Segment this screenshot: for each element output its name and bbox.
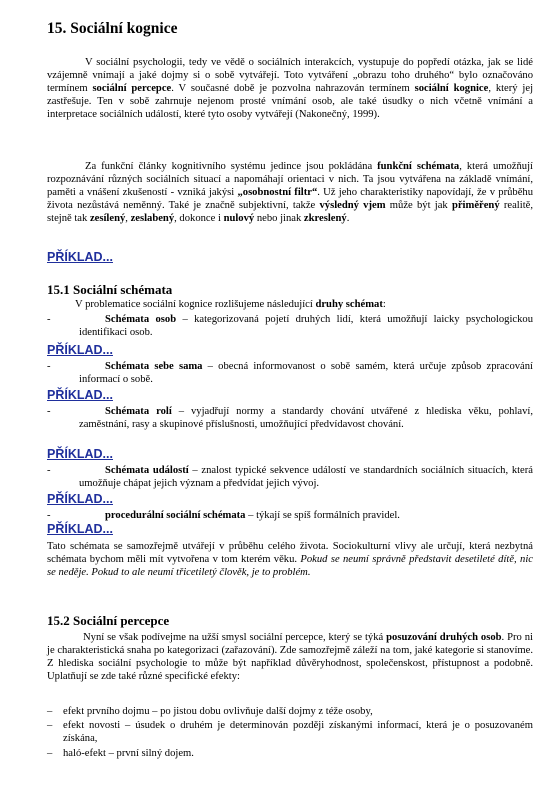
list-dash: - <box>47 465 51 476</box>
list-dash: - <box>47 406 51 417</box>
list-dash: – <box>47 720 53 731</box>
section-heading-percepce: 15.2 Sociální percepce <box>47 613 170 628</box>
effect-item-first-impression: – efekt prvního dojmu – po jistou dobu ovlivňuje další dojmy z téže osoby, <box>47 706 373 717</box>
example-link-1[interactable]: PŘÍKLAD... <box>47 250 113 264</box>
percepce-paragraph: Nyní se však podívejme na užší smysl sociální percepce, který se týká posuzování druhých osob. Pro ni je charakteristická snaha po kategorizaci (zařazování). Zde samozřejmě záleží na tom, jaké kategorie si stanovíme. Z hlediska sociální psychologie to může být například důvěryhodnost, společenskost, přístupnost a podobně. Uplatňují se zde také různé specifické efekty: <box>47 632 533 683</box>
schema-item-sebe: - Schémata sebe sama – obecná informovanost o sobě samém, která určuje způsob zpracování informací o sobě. <box>47 361 533 386</box>
intro-paragraph-2: Za funkční články kognitivního systému jedince jsou pokládána funkční schémata, která umožňují rozpoznávání různých sociálních situací a napomáhají orientaci v nich. Ta jsou vytvářena na základě vnímání, paměti a vnášení zkušeností - vzniká jakýsi „osobnostní filtr“. Už jeho charakteristiky napovídají, že v průběhu života nezůstává neměnný. Také je značně subjektivní, takže výsledný vjem může být jak přiměřený realitě, stejně tak zesílený, zeslabený, dokonce i nulový nebo jinak zkreslený. <box>47 161 533 225</box>
list-dash: - <box>47 510 51 521</box>
list-dash: - <box>47 314 51 325</box>
chapter-heading: 15. Sociální kognice <box>47 20 178 37</box>
list-dash: – <box>47 748 53 759</box>
example-link-4[interactable]: PŘÍKLAD... <box>47 447 113 461</box>
schema-item-udalosti: - Schémata událostí – znalost typické sekvence událostí ve standardních sociálních situacích, která umožňuje chápat jejich význam a předvídat jejich vývoj. <box>47 465 533 490</box>
example-link-5[interactable]: PŘÍKLAD... <box>47 492 113 506</box>
list-dash: - <box>47 361 51 372</box>
example-link-6[interactable]: PŘÍKLAD... <box>47 522 113 536</box>
schemata-lead: V problematice sociální kognice rozlišujeme následující druhy schémat: <box>75 299 386 310</box>
intro-paragraph-1: V sociální psychologii, tedy ve vědě o sociálních interakcích, vystupuje do popředí otázka, jak se lidé vzájemně vnímají a jaké dojmy si o sobě vytvářejí. Toto vytváření „obrazu toho druhého“ bylo označováno termínem sociální percepce. V současné době je pozvolna nahrazován termínem sociální kognice, který jej zastřešuje. Ten v sobě zahrnuje nejenom prosté vnímání osob, ale také úsudky o nich včetně vnímání a interpretace sociálních událostí, které tyto osoby vytvářejí (Nakonečný, 1999). <box>47 57 534 121</box>
effect-item-halo: – haló-efekt – první silný dojem. <box>47 748 194 759</box>
schema-item-roli: - Schémata rolí – vyjadřují normy a standardy chování utvářené z hlediska věku, pohlaví, zaměstnání, rasy a skupinové příslušnosti, umožňující předvídavost chování. <box>47 406 533 431</box>
schemata-closing: Tato schémata se samozřejmě utvářejí v průběhu celého života. Sociokulturní vlivy ale určují, která nezbytná schémata bychom měli mít vytvořena v tom kterém věku. Pokud se neumí správně představit desetileté dítě, nic se neděje. Pokud to ale neumí třicetiletý člověk, je to problém. <box>47 541 533 579</box>
schema-item-proceduralni: - procedurální sociální schémata – týkají se spíš formálních pravidel. <box>47 510 400 521</box>
effect-item-novelty: – efekt novosti – úsudek o druhém je determinován později získanými informací, která je o posuzovaném získána, <box>47 720 533 745</box>
section-heading-schemata: 15.1 Sociální schémata <box>47 282 173 297</box>
list-dash: – <box>47 706 53 717</box>
example-link-3[interactable]: PŘÍKLAD... <box>47 388 113 402</box>
example-link-2[interactable]: PŘÍKLAD... <box>47 343 113 357</box>
schema-item-osob: - Schémata osob – kategorizovaná pojetí druhých lidí, která umožňují laicky psychologickou identifikaci osob. <box>47 314 533 339</box>
